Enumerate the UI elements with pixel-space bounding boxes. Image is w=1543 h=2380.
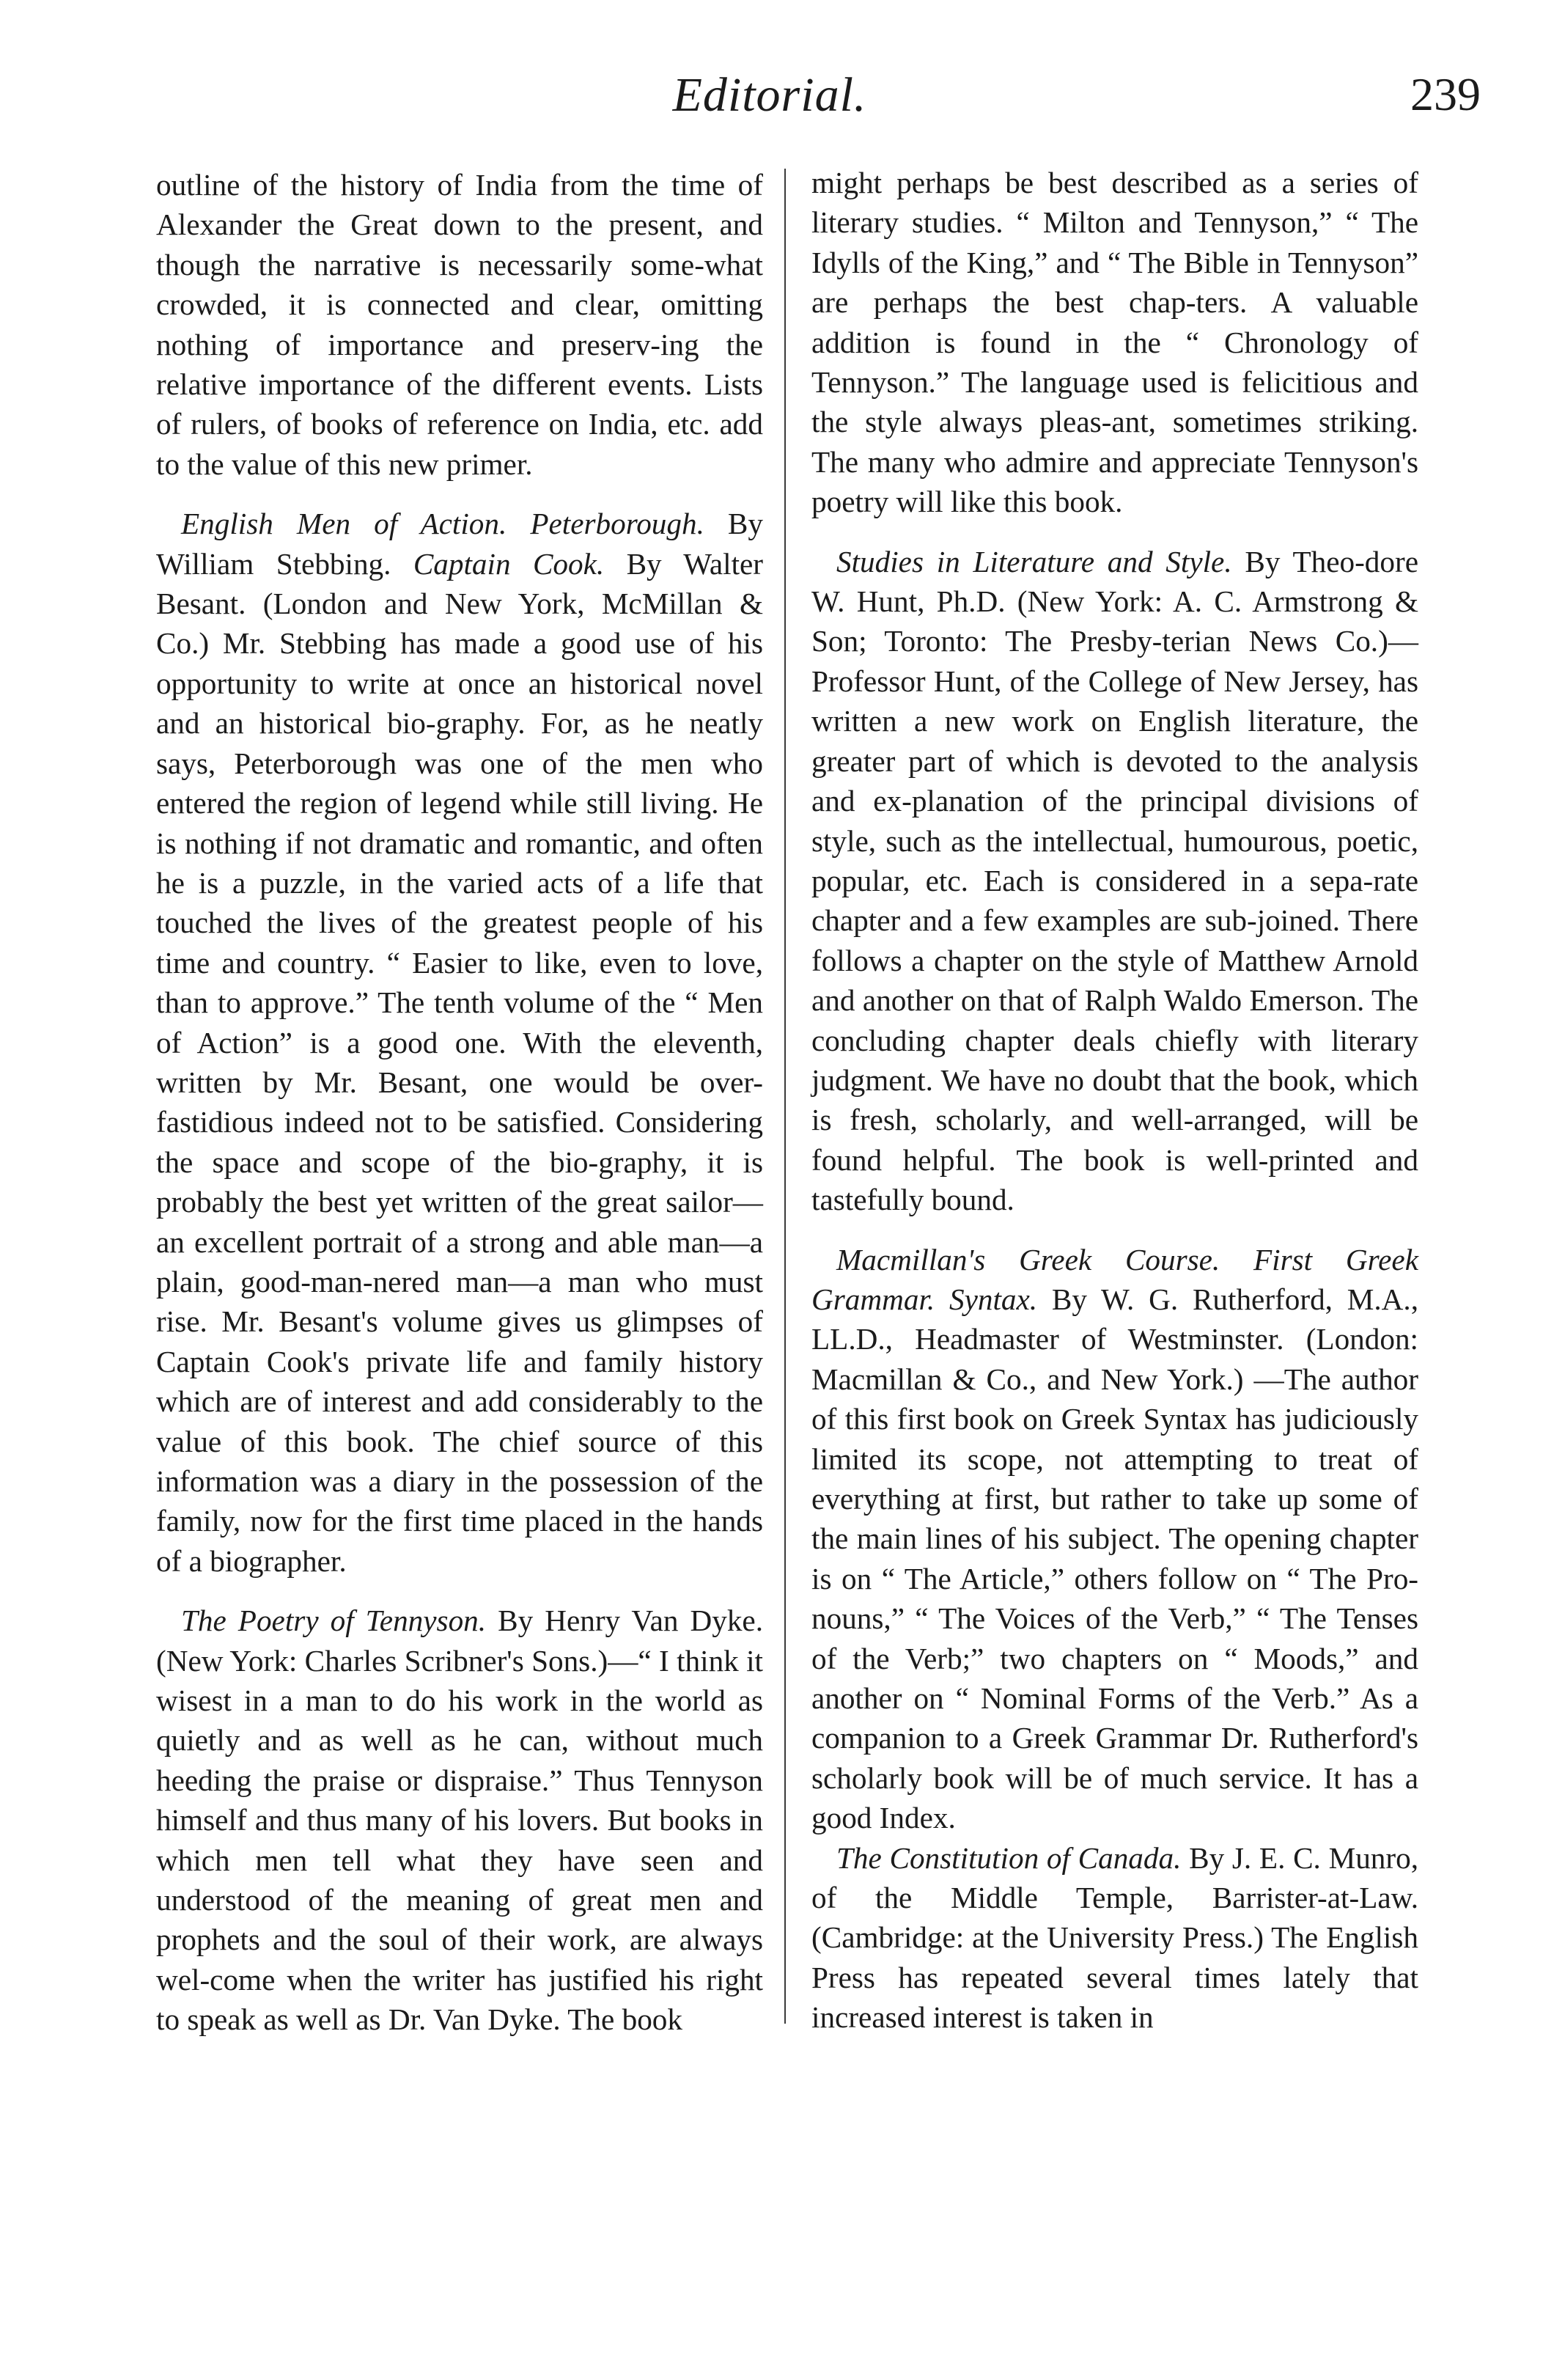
greek-course-review	[811, 1240, 1418, 1838]
left-column	[156, 165, 763, 2040]
men-of-action-review	[156, 504, 763, 1581]
right-column	[811, 163, 1418, 2038]
tennyson-review-continued: might perhaps be best described as a series of literary studies. “ Milton and Tennyson,” “ The Idylls of the King,” and “ The Bible in Tennyson” are perhaps the best chap-ters. A valuable addition is found in the “ Chronology of Tennyson.” The language used is felicitious and the style always pleas-ant, sometimes striking. The many who admire and appreciate Tennyson's poetry will like this book.	[811, 166, 1418, 519]
page-header	[0, 0, 1543, 132]
review-text: By Henry Van Dyke. (New York: Charles Scribner's Sons.)—“ I think it wisest in a man to do his work in the world as quietly and as well as he can, without much heeding the praise or dispraise.” Thus Tennyson himself and thus many of his lovers. But books in which men tell what they have seen and understood of the meaning of great men and prophets and the soul of their work, are always wel-come when the writer has justified his right to speak as well as Dr. Van Dyke. The book	[156, 1604, 763, 2037]
book-title: Macmillan's Greek Course. First Greek Grammar. Syntax.	[811, 1242, 1418, 1316]
page-number: 239	[1410, 68, 1481, 120]
poetry-of-tennyson-review	[156, 1601, 763, 2039]
review-text: By Walter Besant. (London and New York, McMillan & Co.) Mr. Stebbing has made a good use of his opportunity to write at once an historical novel and an historical bio-graphy. For, as he neatly says, Peterborough was one of the men who entered the region of legend while still living. He is nothing if not dramatic and romantic, and often he is a puzzle, in the varied acts of a life that touched the lives of the greatest people of his time and country. “ Easier to like, even to love, than to approve.” The tenth volume of the “ Men of Action” is a good one. With the eleventh, written by Mr. Besant, one would be over-fastidious indeed not to be satisfied. Considering the space and scope of the bio-graphy, it is probably the best yet written of the great sailor—an excellent portrait of a strong and able man—a plain, good-man-nered man—a man who must rise. Mr. Besant's volume gives us glimpses of Captain Cook's private life and family history which are of interest and add considerably to the value of this book. The chief source of this information was a diary in the possession of the family, now for the first time placed in the hands of a biographer.	[156, 546, 764, 1578]
review-text: By J. E. C. Munro, of the Middle Temple, Barrister-at-Law. (Cambridge: at the University Press.) The English Press has repeated several times lately that increased interest is taken in	[811, 1840, 1418, 2035]
book-title: The Poetry of Tennyson.	[181, 1604, 487, 1638]
review-text: By Theo-dore W. Hunt, Ph.D. (New York: A. C. Armstrong & Son; Toronto: The Presby-terian News Co.)—Professor Hunt, of the College of New Jersey, has written a new work on English literature, the greater part of which is devoted to the analysis and ex-planation of the principal divisions of style, such as the intellectual, humourous, poetic, popular, etc. Each is considered in a sepa-rate chapter and a few examples are sub-joined. There follows a chapter on the style of Matthew Arnold and another on that of Ralph Waldo Emerson. The concluding chapter deals chiefly with literary judgment. We have no doubt that the book, which is fresh, scholarly, and well-arranged, will be found helpful. The book is well-printed and tastefully bound.	[811, 544, 1418, 1217]
constitution-of-canada-review	[811, 1838, 1418, 2038]
india-primer-paragraph: outline of the history of India from the time of Alexander the Great down to the present, and though the narrative is necessarily some-what crowded, it is connected and clear, omitting nothing of importance and preserv-ing the relative importance of the different events. Lists of rulers, of books of reference on India, etc. add to the value of this new primer.	[156, 168, 763, 481]
book-title: Studies in Literature and Style.	[836, 544, 1232, 579]
review-text: By W. G. Rutherford, M.A., LL.D., Headmaster of Westminster. (London: Macmillan & Co., and New York.) —The author of this first book on Greek Syntax has judiciously limited its scope, not attempting to treat of everything at first, but rather to take up some of the main lines of his subject. The opening chapter is on “ The Article,” others follow on “ The Pro-nouns,” “ The Voices of the Verb,” “ The Tenses of the Verb;” two chapters on “ Moods,” and another on “ Nominal Forms of the Verb.” As a companion to a Greek Grammar Dr. Rutherford's scholarly book will be of much service. It has a good Index.	[811, 1282, 1418, 1835]
book-title: Captain Cook.	[413, 546, 605, 581]
book-title: English Men of Action. Peterborough.	[181, 507, 704, 541]
book-title: The Constitution of Canada.	[836, 1840, 1182, 1875]
studies-in-literature-review	[811, 542, 1418, 1220]
review-text: By William Stebbing.	[156, 507, 763, 581]
column-divider	[784, 169, 786, 2024]
running-title: Editorial.	[672, 68, 867, 122]
